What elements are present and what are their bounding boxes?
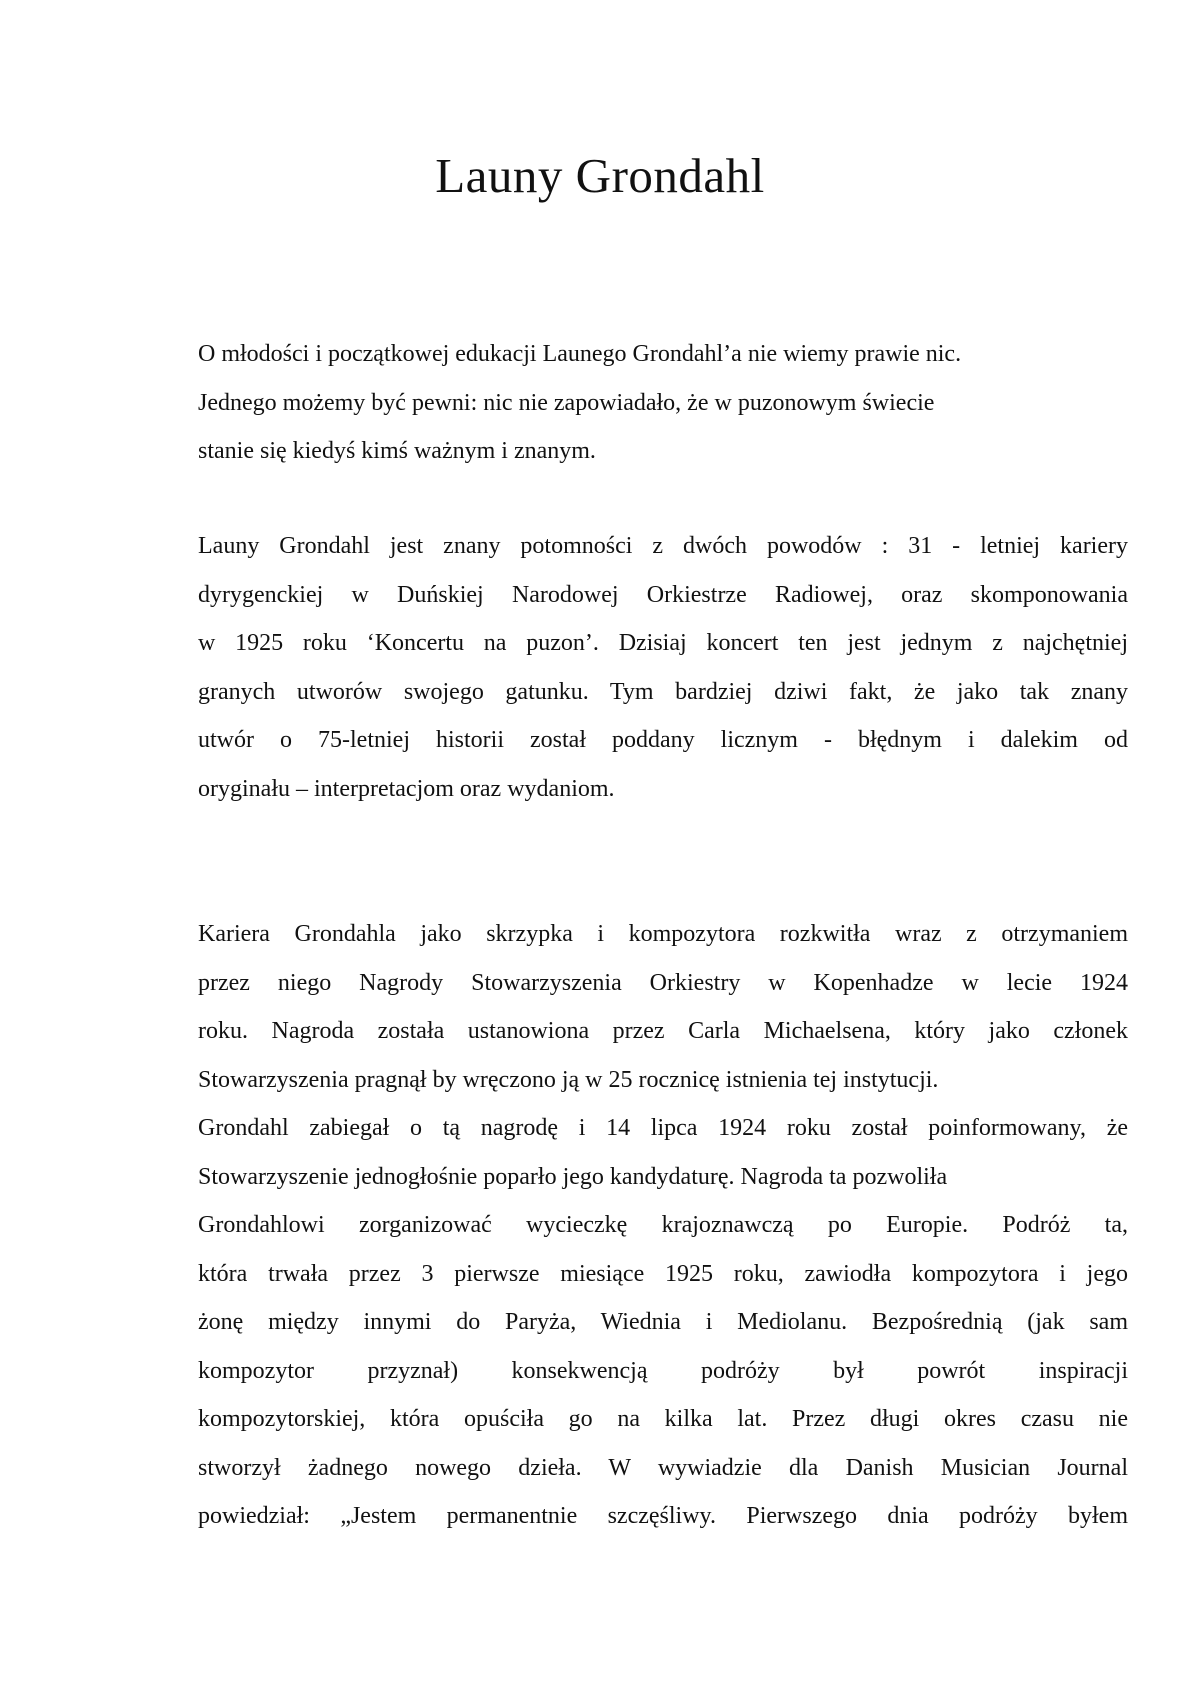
paragraph-3 — [198, 910, 1128, 1541]
paragraph-line: oryginału – interpretacjom oraz wydaniom. — [198, 775, 615, 802]
paragraph-line: stworzył żadnego nowego dzieła. W wywiadzie dla Danish Musician Journal — [198, 1454, 1128, 1481]
paragraph-line: Grondahlowi zorganizować wycieczkę krajoznawczą po Europie. Podróż ta, — [198, 1212, 1128, 1238]
paragraph-youth — [198, 330, 1128, 476]
paragraph-line: Grondahl zabiegał o tą nagrodę i 14 lipca 1924 roku został poinformowany, że — [198, 1115, 1128, 1141]
paragraph-line: granych utworów swojego gatunku. Tym bardziej dziwi fakt, że jako tak znany — [198, 678, 1128, 705]
paragraph-line: przez niego Nagrody Stowarzyszenia Orkiestry w Kopenhadze w lecie 1924 — [198, 969, 1128, 996]
paragraph-1 — [198, 330, 1128, 476]
paragraph-2 — [198, 522, 1128, 813]
paragraph-line: dyrygenckiej w Duńskiej Narodowej Orkiestrze Radiowej, oraz skomponowania — [198, 581, 1128, 608]
paragraph-line: Launy Grondahl jest znany potomności z dwóch powodów : 31 - letniej kariery — [198, 533, 1128, 559]
paragraph-line: roku. Nagroda została ustanowiona przez Carla Michaelsena, który jako członek — [198, 1018, 1128, 1044]
paragraph-line: utwór o 75-letniej historii został poddany licznym - błędnym i dalekim od — [198, 727, 1128, 753]
paragraph-line: Stowarzyszenie jednogłośnie poparło jego kandydaturę. Nagroda ta pozwoliła — [198, 1163, 948, 1190]
paragraph-line: Jednego możemy być pewni: nic nie zapowiadało, że w puzonowym świecie — [198, 389, 935, 416]
paragraph-line: Stowarzyszenia pragnął by wręczono ją w 25 rocznicę istnienia tej instytucji. — [198, 1066, 939, 1093]
paragraph-line: w 1925 roku ‘Koncertu na puzon’. Dzisiaj koncert ten jest jednym z najchętniej — [198, 630, 1128, 656]
paragraph-career — [198, 910, 1128, 1541]
paragraph-line: powiedział: „Jestem permanentnie szczęśliwy. Pierwszego dnia podróży byłem — [198, 1503, 1128, 1529]
paragraph-line: kompozytor przyznał) konsekwencją podróży był powrót inspiracji — [198, 1357, 1128, 1384]
paragraph-line: która trwała przez 3 pierwsze miesiące 1925 roku, zawiodła kompozytora i jego — [198, 1260, 1128, 1287]
paragraph-line: Kariera Grondahla jako skrzypka i kompozytora rozkwitła wraz z otrzymaniem — [198, 921, 1128, 947]
document-title: Launy Grondahl — [435, 148, 765, 203]
paragraph-line: O młodości i początkowej edukacji Launego Grondahl’a nie wiemy prawie nic. — [198, 341, 962, 367]
paragraph-line: stanie się kiedyś kimś ważnym i znanym. — [198, 438, 596, 464]
paragraph-fame — [198, 522, 1128, 813]
paragraph-line: żonę między innymi do Paryża, Wiednia i Mediolanu. Bezpośrednią (jak sam — [198, 1309, 1128, 1335]
paragraph-line: kompozytorskiej, która opuściła go na kilka lat. Przez długi okres czasu nie — [198, 1406, 1128, 1432]
